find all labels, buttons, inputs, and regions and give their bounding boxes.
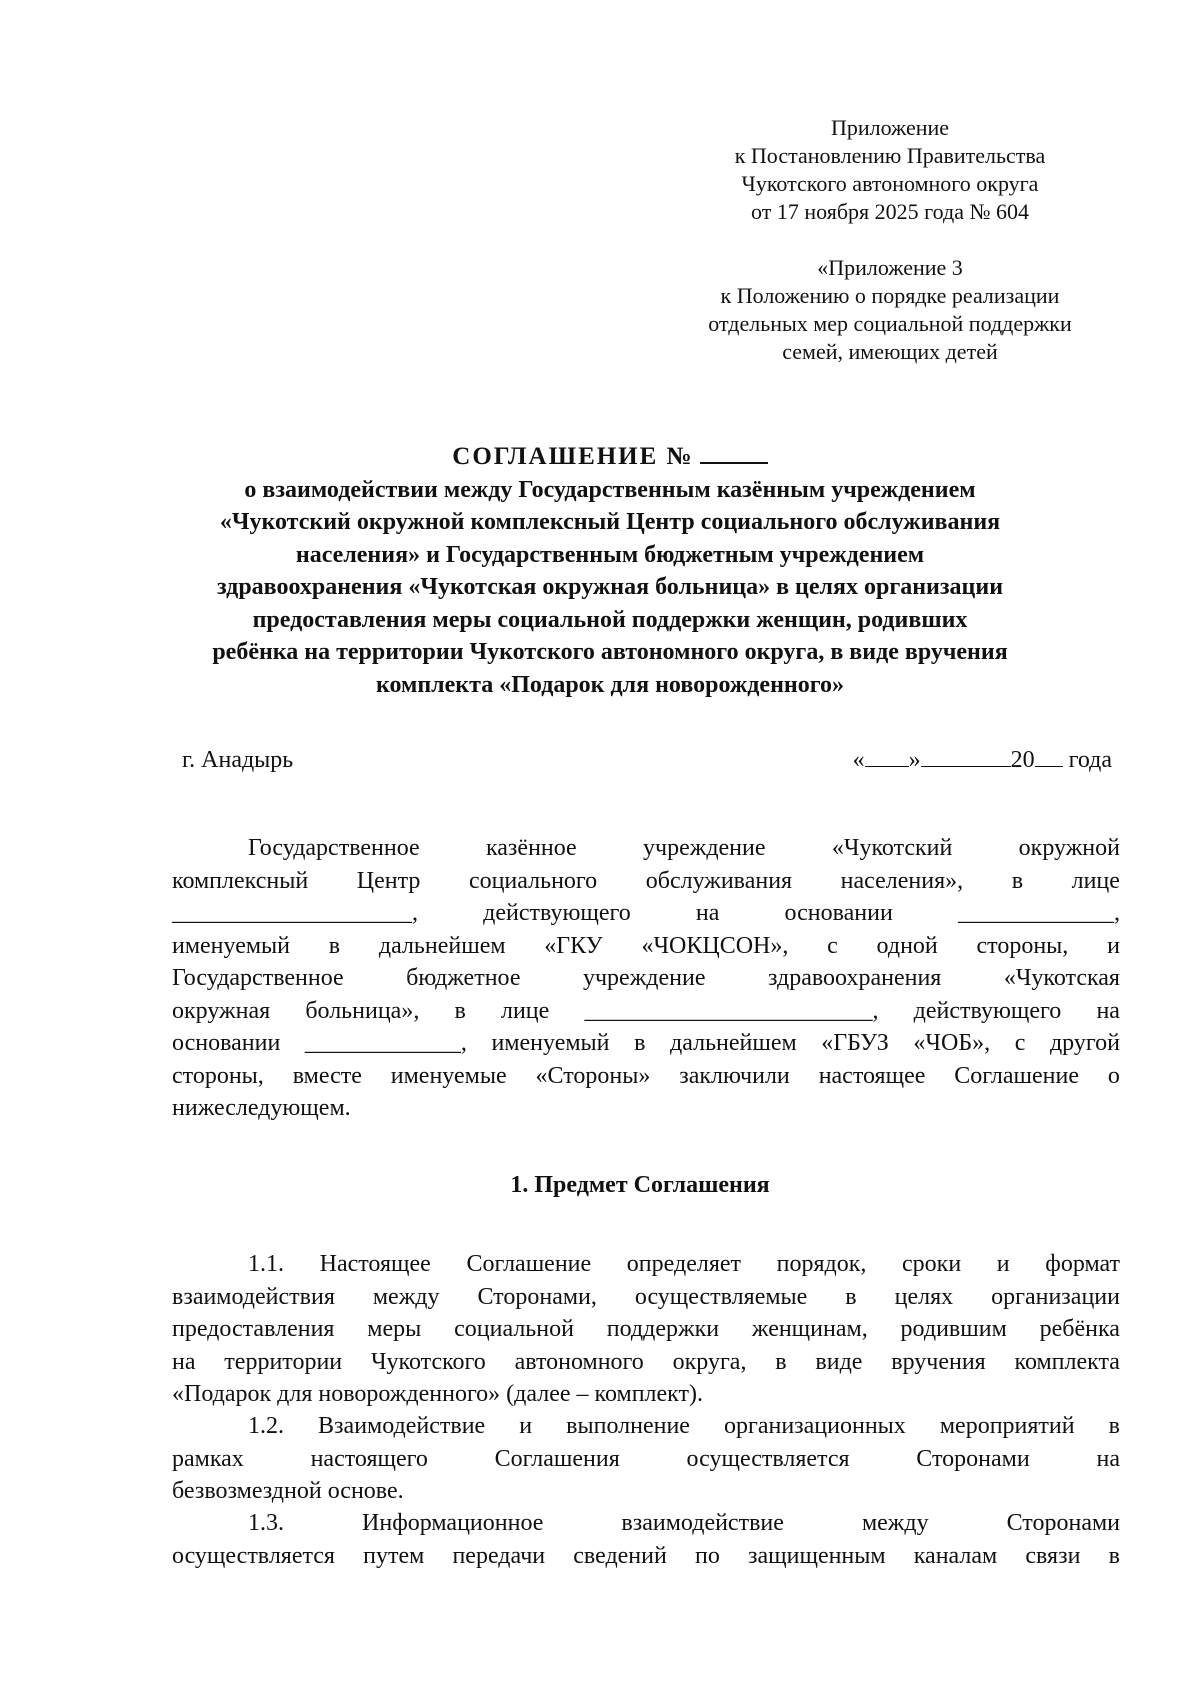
word: целях <box>894 1283 954 1310</box>
word: с <box>1014 1030 1026 1056</box>
text-line <box>172 1248 1120 1281</box>
word: на <box>172 1348 196 1375</box>
word: в <box>845 1283 857 1310</box>
word: в <box>1108 1413 1120 1439</box>
word: на <box>1096 1445 1120 1472</box>
word: ребёнка <box>1039 1316 1120 1342</box>
word: связи <box>1025 1542 1081 1569</box>
clause-1-3 <box>172 1507 1120 1572</box>
word: взаимодействия <box>172 1283 335 1310</box>
word: осуществляемые <box>634 1283 808 1310</box>
word: защищенным <box>748 1542 886 1569</box>
word: _____________, <box>957 900 1120 926</box>
annex-line: «Приложение 3 <box>817 255 963 280</box>
word: основании <box>784 900 893 926</box>
word: Соглашения <box>494 1445 620 1472</box>
word: на <box>1096 997 1120 1024</box>
word: настоящее <box>818 1062 926 1089</box>
word: именуемые <box>390 1062 507 1089</box>
word: комплекта <box>1014 1348 1120 1375</box>
annex-line: отдельных мер социальной поддержки <box>708 311 1072 336</box>
word: заключили <box>679 1062 790 1089</box>
word: лице <box>500 997 550 1024</box>
year-blank <box>1035 746 1063 767</box>
text-line-last: «Подарок для новорожденного» (далее – комплект). <box>172 1381 703 1407</box>
word: по <box>695 1542 720 1569</box>
title-line: о взаимодействии между Государственным казённым учреждением <box>244 476 976 503</box>
text-line <box>172 1540 1120 1573</box>
word: 1.1. <box>248 1251 284 1277</box>
city: г. Анадырь <box>182 747 294 773</box>
title-heading-text: СОГЛАШЕНИЕ № <box>452 443 694 470</box>
text-line <box>172 1281 1120 1314</box>
word: ____________________, <box>172 900 418 926</box>
word: вместе <box>292 1062 362 1089</box>
word: округа, <box>672 1348 747 1375</box>
word: учреждение <box>582 965 706 991</box>
word: порядок, <box>776 1251 867 1277</box>
text-line <box>172 1410 1120 1443</box>
word: сведений <box>573 1542 667 1569</box>
word: определяет <box>626 1251 741 1277</box>
word: Настоящее <box>319 1251 431 1277</box>
word: населения», <box>840 867 964 894</box>
word: осуществляется <box>686 1445 850 1472</box>
word: комплексный <box>172 867 309 894</box>
word: окружная <box>172 997 271 1024</box>
preamble <box>172 832 1120 1125</box>
word: больница», <box>305 997 420 1024</box>
title-line: предоставления меры социальной поддержки женщин, родивших <box>252 606 968 633</box>
word: и <box>1107 932 1120 959</box>
date-quote-close: » <box>908 747 921 773</box>
word: каналам <box>913 1542 998 1569</box>
word: выполнение <box>566 1413 690 1439</box>
word: взаимодействие <box>621 1510 784 1536</box>
word: родившим <box>900 1316 1007 1342</box>
annex-line: к Положению о порядке реализации <box>720 283 1060 308</box>
annex-header <box>660 114 1120 226</box>
word: «Стороны» <box>535 1062 651 1089</box>
word: здравоохранения <box>767 965 942 991</box>
word: формат <box>1045 1251 1120 1277</box>
word: осуществляется <box>172 1542 335 1569</box>
word: автономного <box>514 1348 644 1375</box>
word: Сторонами <box>1006 1510 1120 1536</box>
word: передачи <box>452 1542 546 1569</box>
word: настоящего <box>310 1445 428 1472</box>
annex-line: к Постановлению Правительства <box>734 143 1046 168</box>
annex-line: Приложение <box>830 115 950 140</box>
text-line <box>172 1443 1120 1476</box>
word: учреждение <box>643 835 766 861</box>
word: Сторонами, <box>477 1283 597 1310</box>
text-line <box>172 1346 1120 1379</box>
word: Чукотского <box>370 1348 486 1375</box>
word: обслуживания <box>645 867 793 894</box>
word: другой <box>1049 1030 1120 1056</box>
title-line: комплекта «Подарок для новорожденного» <box>375 671 845 698</box>
word: женщинам, <box>751 1316 868 1342</box>
word: действующего <box>913 997 1062 1024</box>
word: стороны, <box>976 932 1069 959</box>
word: «ГКУ <box>544 932 603 959</box>
word: между <box>861 1510 929 1536</box>
word: Взаимодействие <box>318 1413 486 1439</box>
word: «ЧОКЦСОН», <box>641 932 789 959</box>
word: и <box>519 1413 533 1439</box>
word: «Чукотская <box>1003 965 1120 991</box>
word: сроки <box>902 1251 962 1277</box>
number-blank <box>700 440 768 464</box>
word: в <box>1108 1542 1120 1569</box>
text-line <box>172 1313 1120 1346</box>
word: рамках <box>172 1445 244 1472</box>
date-blank <box>853 745 1112 775</box>
word: казённое <box>485 835 577 861</box>
title-line: населения» и Государственным бюджетным учреждением <box>295 541 925 568</box>
word: с <box>827 932 838 959</box>
agreement-title <box>160 440 1060 701</box>
title-line: ребёнка на территории Чукотского автономного округа, в виде вручения <box>212 639 1008 665</box>
word: поддержки <box>606 1316 720 1342</box>
word: организационных <box>723 1413 906 1439</box>
annex-line: Чукотского автономного округа <box>741 171 1039 196</box>
clause-1-1 <box>172 1248 1120 1411</box>
word: Соглашение <box>954 1062 1080 1089</box>
text-line-last: нижеследующем. <box>172 1095 351 1121</box>
word: о <box>1107 1062 1120 1089</box>
text-line <box>172 865 1120 898</box>
word: Государственное <box>172 965 344 991</box>
date-suffix: года <box>1068 747 1112 773</box>
word: дальнейшем <box>670 1030 797 1056</box>
word: действующего <box>483 900 631 926</box>
text-line <box>172 1507 1120 1540</box>
word: путем <box>363 1542 425 1569</box>
word: территории <box>224 1348 343 1375</box>
title-line: здравоохранения «Чукотская окружная больница» в целях организации <box>216 574 1004 600</box>
word: в <box>634 1030 646 1056</box>
day-blank <box>865 746 909 767</box>
text-line <box>172 1060 1120 1093</box>
word: между <box>372 1283 440 1310</box>
word: Соглашение <box>466 1251 592 1277</box>
annex-line: от 17 ноября 2025 года № 604 <box>751 199 1029 224</box>
text-line <box>172 1027 1120 1060</box>
date-quote-open: « <box>852 747 865 773</box>
word: «ГБУЗ <box>821 1030 889 1056</box>
text-line <box>172 930 1120 963</box>
word: Центр <box>356 867 421 894</box>
word: лице <box>1071 867 1120 894</box>
word: предоставления <box>172 1316 335 1342</box>
word: ________________________, <box>584 997 879 1024</box>
title-line: «Чукотский окружной комплексный Центр социального обслуживания <box>219 509 1001 535</box>
clause-1-2 <box>172 1410 1120 1508</box>
word: на <box>695 900 720 926</box>
text-line <box>172 832 1120 865</box>
word: в <box>1011 867 1024 894</box>
date-century: 20 <box>1010 747 1035 773</box>
section-1-title: 1. Предмет Соглашения <box>510 1172 770 1198</box>
word: «Чукотский <box>831 835 953 861</box>
word: _____________, <box>304 1030 467 1056</box>
word: одной <box>876 932 938 959</box>
word: 1.3. <box>248 1510 284 1536</box>
word: основании <box>172 1030 281 1056</box>
word: именуемый <box>491 1030 610 1056</box>
word: виде <box>815 1348 863 1375</box>
word: в <box>454 997 466 1024</box>
word: именуемый <box>172 932 291 959</box>
word: Сторонами <box>916 1445 1030 1472</box>
word: в <box>328 932 341 959</box>
word: организации <box>991 1283 1120 1310</box>
text-line <box>172 962 1120 995</box>
word: вручения <box>891 1348 986 1375</box>
word: в <box>775 1348 787 1375</box>
word: социальной <box>454 1316 574 1342</box>
word: Информационное <box>362 1510 544 1536</box>
word: мероприятий <box>939 1413 1075 1439</box>
word: дальнейшем <box>378 932 506 959</box>
word: «ЧОБ», <box>913 1030 991 1056</box>
word: окружной <box>1018 835 1120 861</box>
annex-subheader <box>660 254 1120 366</box>
title-heading <box>160 440 1060 474</box>
word: стороны, <box>172 1062 264 1089</box>
word: Государственное <box>248 835 420 861</box>
word: социального <box>468 867 598 894</box>
word: и <box>996 1251 1010 1277</box>
annex-line: семей, имеющих детей <box>782 339 998 364</box>
text-line-last: безвозмездной основе. <box>172 1478 404 1504</box>
word: 1.2. <box>248 1413 284 1439</box>
text-line <box>172 897 1120 930</box>
word: бюджетное <box>406 965 521 991</box>
text-line <box>172 995 1120 1028</box>
word: меры <box>367 1316 422 1342</box>
month-blank <box>921 746 1011 767</box>
